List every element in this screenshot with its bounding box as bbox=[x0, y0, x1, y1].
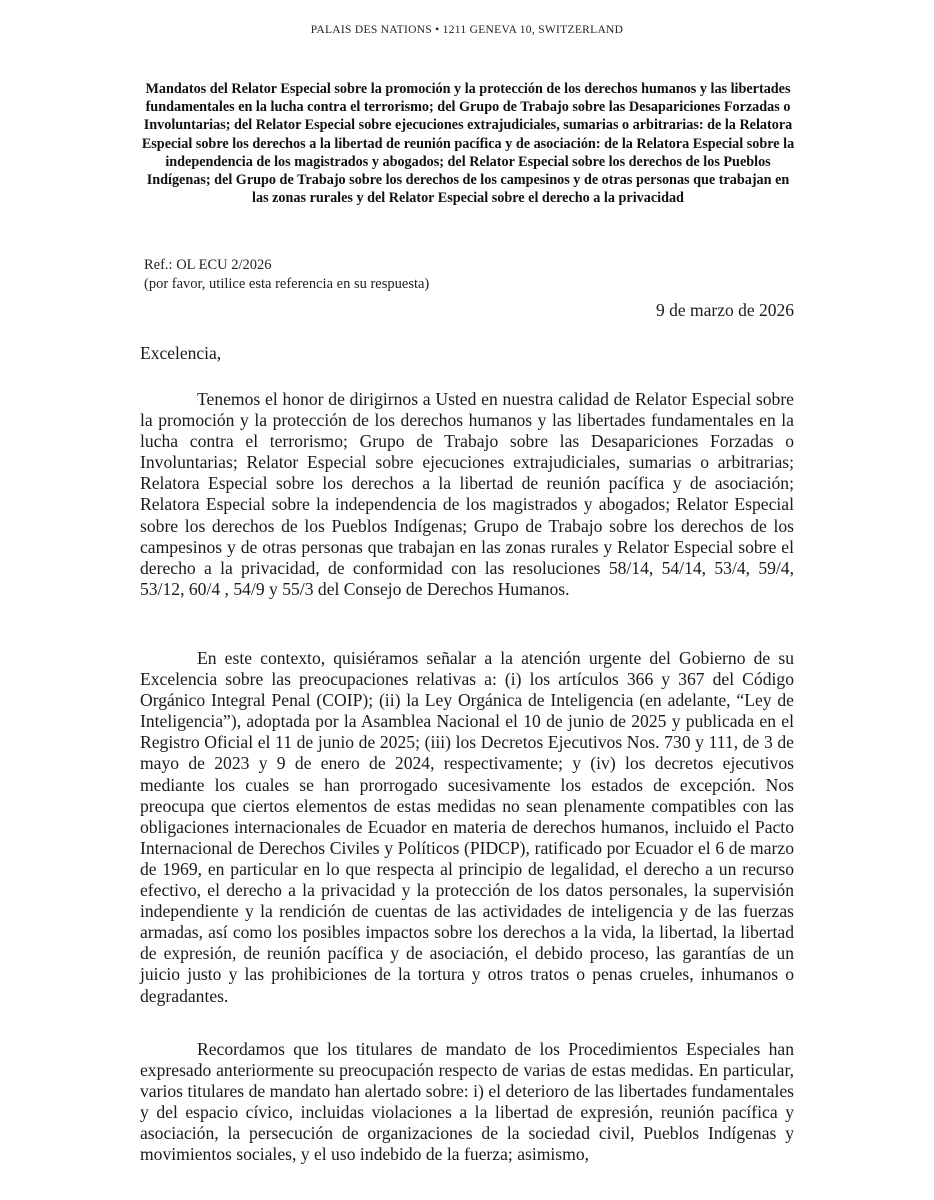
body-paragraph-3: Recordamos que los titulares de mandato de los Procedimientos Especiales han expresado anteriormente su preocupación respecto de varias de estas medidas. En particular, varios titulares de mandato han alertado sobre: i) el deterioro de las libertades fundamentales y del espacio cívico, incluidas violaciones a la libertad de expresión, reunión pacífica y asociación, la persecución de organizaciones de la sociedad civil, Pueblos Indígenas y movimientos sociales, y el uso indebido de la fuerza; asimismo, bbox=[140, 1039, 794, 1165]
body-paragraph-1: Tenemos el honor de dirigirnos a Usted en nuestra calidad de Relator Especial sobre la promoción y la protección de los derechos humanos y las libertades fundamentales en la lucha contra el terrorismo; Grupo de Trabajo sobre las Desapariciones Forzadas o Involuntarias; Relator Especial sobre ejecuciones extrajudiciales, sumarias o arbitrarias; Relatora Especial sobre los derechos a la libertad de reunión pacífica y de asociación; Relatora Especial sobre la independencia de los magistrados y abogados; Relator Especial sobre los derechos de los Pueblos Indígenas; Grupo de Trabajo sobre los derechos de los campesinos y de otras personas que trabajan en las zonas rurales y Relator Especial sobre el derecho a la privacidad, de conformidad con las resoluciones 58/14, 54/14, 53/4, 59/4, 53/12, 60/4 , 54/9 y 55/3 del Consejo de Derechos Humanos. bbox=[140, 389, 794, 599]
reference-line: Ref.: OL ECU 2/2026 bbox=[144, 257, 272, 273]
letter-date: 9 de marzo de 2026 bbox=[655, 300, 794, 320]
mandates-title: Mandatos del Relator Especial sobre la promoción y la protección de los derechos humanos y las libertades fundamentales en la lucha contra el terrorismo; del Grupo de Trabajo sobre las Desapariciones Forzadas o Involuntarias; del Relator Especial sobre ejecuciones extrajudiciales, sumarias o arbitrarias: de la Relatora Especial sobre los derechos a la libertad de reunión pacífica y de asociación: de la Relatora Especial sobre la independencia de los magistrados y abogados; del Relator Especial sobre los derechos de los Pueblos Indígenas; del Grupo de Trabajo sobre los derechos de los campesinos y de otras personas que trabajan en las zonas rurales y del Relator Especial sobre el derecho a la privacidad bbox=[141, 81, 795, 207]
body-paragraph-2: En este contexto, quisiéramos señalar a la atención urgente del Gobierno de su Excelencia sobre las preocupaciones relativas a: (i) los artículos 366 y 367 del Código Orgánico Integral Penal (COIP); (ii) la Ley Orgánica de Inteligencia (en adelante, “Ley de Inteligencia”), adoptada por la Asamblea Nacional el 10 de junio de 2025 y publicada en el Registro Oficial el 11 de junio de 2025; (iii) los Decretos Ejecutivos Nos. 730 y 111, de 3 de mayo de 2023 y 9 de enero de 2024, respectivamente; y (iv) los decretos ejecutivos mediante los cuales se han prorrogado sucesivamente los estados de excepción. Nos preocupa que ciertos elementos de estas medidas no sean plenamente compatibles con las obligaciones internacionales de Ecuador en materia de derechos humanos, incluido el Pacto Internacional de Derechos Civiles y Políticos (PIDCP), ratificado por Ecuador el 6 de marzo de 1969, en particular en lo que respecta al principio de legalidad, el derecho a un recurso efectivo, el derecho a la privacidad y la protección de los datos personales, la supervisión independiente y la rendición de cuentas de las actividades de inteligencia y de las fuerzas armadas, así como los posibles impactos sobre los derechos a la vida, la libertad, la libertad de expresión, de reunión pacífica y de asociación, el debido proceso, las garantías de un juicio justo y las prohibiciones de la tortura y otros tratos o penas crueles, inhumanos o degradantes. bbox=[140, 648, 794, 1006]
reference-note: (por favor, utilice esta referencia en su respuesta) bbox=[144, 275, 430, 292]
header-address: PALAIS DES NATIONS • 1211 GENEVA 10, SWITZERLAND bbox=[310, 24, 624, 36]
reference-block bbox=[144, 256, 429, 293]
salutation: Excelencia, bbox=[140, 343, 222, 363]
